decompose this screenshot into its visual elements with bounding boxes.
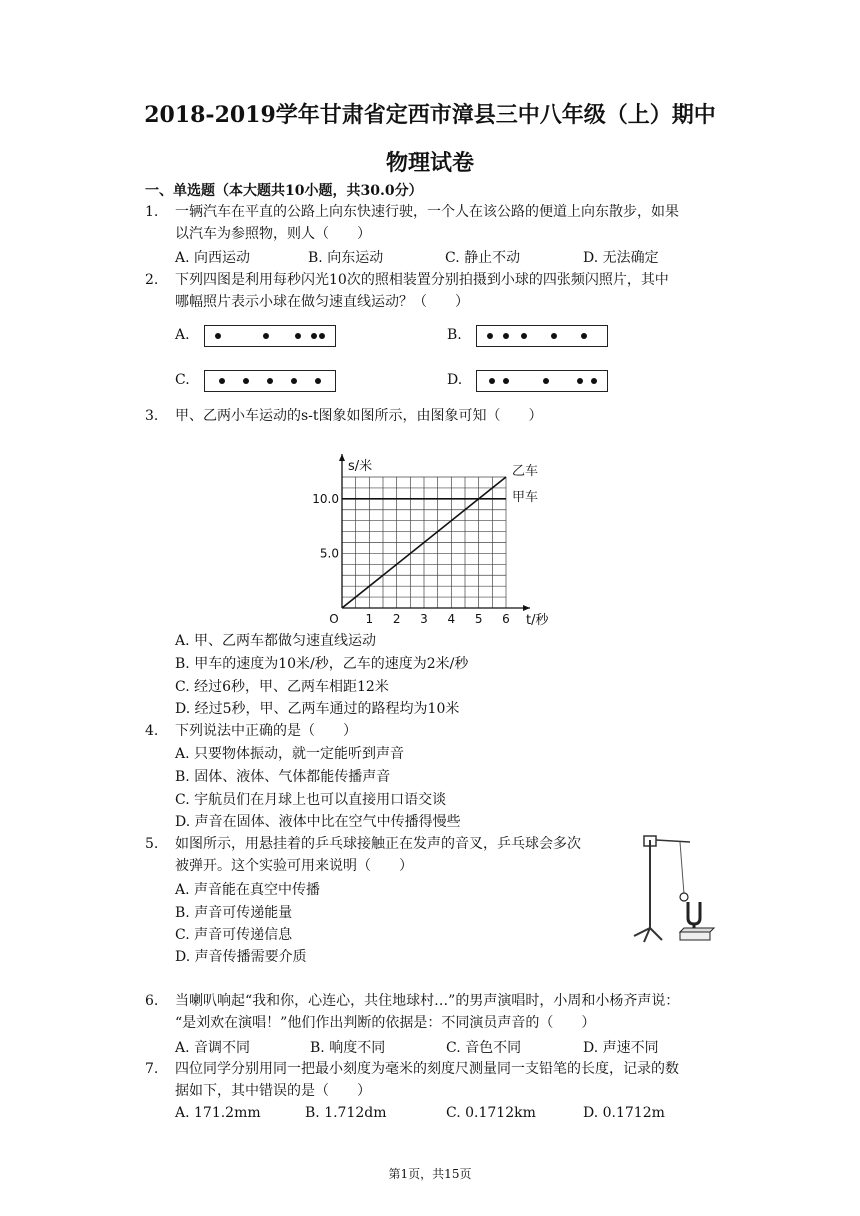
option-c: C. 经过6秒，甲、乙两车相距12米 bbox=[175, 679, 389, 695]
section-heading: 一、单选题（本大题共10小题，共30.0分） bbox=[145, 183, 423, 199]
question-text: 如图所示，用悬挂着的乒乓球接触正在发声的音叉，乒乓球会多次 bbox=[175, 836, 581, 852]
x-tick-label: 6 bbox=[502, 612, 510, 626]
ball-dot bbox=[267, 378, 273, 384]
series-label-2: 甲车 bbox=[512, 489, 539, 505]
option-d: D. 声音在固体、液体中比在空气中传播得慢些 bbox=[175, 814, 461, 830]
option-a: A. 声音能在真空中传播 bbox=[175, 882, 321, 898]
question-text: 甲、乙两小车运动的s-t图象如图所示，由图象可知（ ） bbox=[175, 408, 543, 424]
option-c: C. 声音可传递信息 bbox=[175, 927, 293, 943]
option-b: B. 固体、液体、气体都能传播声音 bbox=[175, 769, 391, 785]
ball-dot bbox=[551, 333, 557, 339]
option-d: D. 0.1712m bbox=[583, 1105, 665, 1121]
ball-dot bbox=[219, 378, 225, 384]
ball-dot bbox=[263, 333, 269, 339]
question-number: 2. bbox=[145, 272, 159, 288]
x-axis-arrow bbox=[523, 605, 530, 611]
y-tick-label: 5.0 bbox=[319, 546, 339, 561]
ball-dot bbox=[291, 378, 297, 384]
option-d: D. 经过5秒，甲、乙两车通过的路程均为10米 bbox=[175, 701, 460, 717]
x-tick-label: 2 bbox=[392, 612, 401, 626]
ball-dot bbox=[215, 333, 221, 339]
x-tick-label: 4 bbox=[447, 612, 456, 626]
option-a: A. 只要物体振动，就一定能听到声音 bbox=[175, 746, 405, 762]
option-d: D. 声速不同 bbox=[583, 1040, 659, 1056]
title-line-1: 2018-2019学年甘肃省定西市漳县三中八年级（上）期中 bbox=[144, 102, 716, 128]
x-axis-label: t/秒 bbox=[526, 613, 549, 628]
option-a: A. 向西运动 bbox=[175, 250, 251, 266]
option-c: C. bbox=[175, 372, 190, 388]
series-label-1: 乙车 bbox=[512, 464, 539, 479]
ball-dot bbox=[543, 378, 549, 384]
ball-dot bbox=[319, 333, 325, 339]
ball-dot bbox=[315, 378, 321, 384]
question-text: 哪幅照片表示小球在做匀速直线运动？（ ） bbox=[175, 294, 469, 310]
strobe-photo-b bbox=[476, 325, 608, 347]
option-b: B. 甲车的速度为10米/秒，乙车的速度为2米/秒 bbox=[175, 656, 469, 672]
ball-dot bbox=[295, 333, 301, 339]
question-number: 7. bbox=[145, 1061, 159, 1077]
option-b: B. 向东运动 bbox=[308, 250, 384, 266]
option-c: C. 宇航员们在月球上也可以直接用口语交谈 bbox=[175, 792, 447, 808]
question-text: 下列说法中正确的是（ ） bbox=[175, 723, 357, 739]
option-d: D. 无法确定 bbox=[583, 250, 659, 266]
s-t-chart bbox=[300, 448, 570, 633]
y-tick-label: 10.0 bbox=[312, 491, 339, 506]
question-text: 下列四图是利用每秒闪光10次的照相装置分别拍摄到小球的四张频闪照片，其中 bbox=[175, 272, 669, 288]
question-number: 1. bbox=[145, 204, 159, 220]
option-a: A. 171.2mm bbox=[175, 1105, 261, 1121]
x-tick-label: 5 bbox=[474, 612, 483, 626]
option-c: C. 静止不动 bbox=[445, 250, 521, 266]
question-text: 当喇叭响起“我和你，心连心，共住地球村…”的男声演唱时，小周和小杨齐声说： bbox=[175, 993, 680, 1009]
ball-dot bbox=[577, 378, 583, 384]
x-tick-label: 3 bbox=[420, 612, 428, 626]
question-number: 4. bbox=[145, 723, 159, 739]
ball-dot bbox=[581, 333, 587, 339]
ball-dot bbox=[503, 378, 509, 384]
x-tick-label: 1 bbox=[365, 612, 374, 626]
question-text: 以汽车为参照物，则人（ ） bbox=[175, 226, 371, 242]
option-a: A. 音调不同 bbox=[175, 1040, 251, 1056]
y-axis-arrow bbox=[339, 454, 345, 461]
title-line-2: 物理试卷 bbox=[385, 150, 474, 176]
question-text: 据如下，其中错误的是（ ） bbox=[175, 1083, 371, 1099]
option-b: B. 响度不同 bbox=[310, 1040, 386, 1056]
page-footer: 第1页，共15页 bbox=[388, 1167, 472, 1181]
question-text: 四位同学分别用同一把最小刻度为毫米的刻度尺测量同一支铅笔的长度，记录的数 bbox=[175, 1061, 679, 1077]
question-number: 6. bbox=[145, 993, 159, 1009]
strobe-photo-d bbox=[476, 370, 608, 392]
option-d: D. bbox=[447, 372, 463, 388]
ball-dot bbox=[521, 333, 527, 339]
question-number: 3. bbox=[145, 408, 159, 424]
option-d: D. 声音传播需要介质 bbox=[175, 949, 307, 965]
strobe-photo-c bbox=[204, 370, 336, 392]
ball-dot bbox=[489, 378, 495, 384]
option-b: B. 1.712dm bbox=[305, 1105, 387, 1121]
option-b: B. bbox=[447, 327, 462, 343]
option-a: A. 甲、乙两车都做匀速直线运动 bbox=[175, 633, 377, 649]
option-a: A. bbox=[175, 327, 190, 343]
ball-dot bbox=[311, 333, 317, 339]
option-b: B. 声音可传递能量 bbox=[175, 905, 293, 921]
origin-label: O bbox=[329, 612, 339, 626]
y-axis-label: s/米 bbox=[348, 459, 373, 474]
option-c: C. 音色不同 bbox=[446, 1040, 522, 1056]
ball-dot bbox=[487, 333, 493, 339]
ball-dot bbox=[503, 333, 509, 339]
strobe-photo-a bbox=[204, 325, 336, 347]
question-text: 一辆汽车在平直的公路上向东快速行驶，一个人在该公路的便道上向东散步，如果 bbox=[175, 204, 679, 220]
ball-dot bbox=[591, 378, 597, 384]
ball-dot bbox=[243, 378, 249, 384]
question-number: 5. bbox=[145, 836, 159, 852]
question-text: “是刘欢在演唱！”他们作出判断的依据是：不同演员声音的（ ） bbox=[175, 1015, 596, 1031]
tuning-fork-apparatus bbox=[628, 832, 720, 944]
question-text: 被弹开。这个实验可用来说明（ ） bbox=[175, 858, 413, 874]
option-c: C. 0.1712km bbox=[446, 1105, 536, 1121]
